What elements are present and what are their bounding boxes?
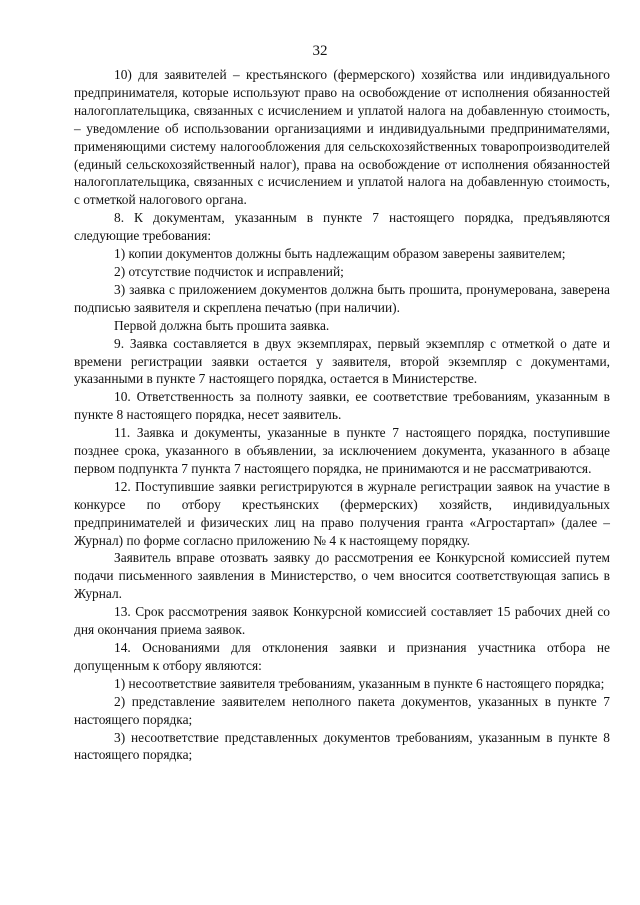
paragraph: 13. Срок рассмотрения заявок Конкурсной комиссией составляет 15 рабочих дней со дня окончания приема заявок. [74, 604, 610, 638]
paragraph: 10. Ответственность за полноту заявки, ее соответствие требованиям, указанным в пункте 8 настоящего порядка, несет заявитель. [74, 389, 610, 423]
paragraph: 3) несоответствие представленных документов требованиям, указанным в пункте 8 настоящего порядка; [74, 729, 610, 763]
paragraph: 11. Заявка и документы, указанные в пункте 7 настоящего порядка, поступившие позднее срока, указанного в объявлении, за исключением документа, указанного в абзаце первом подпункта 7 пункта 7 настоящего порядка, не принимаются и не рассматриваются. [74, 425, 610, 476]
paragraph: 12. Поступившие заявки регистрируются в журнале регистрации заявок на участие в конкурсе по отбору крестьянских (фермерских) хозяйств, индивидуальных предпринимателей и физических лиц на право получения гранта «Агростартап» (далее – Журнал) по форме согласно приложению № 4 к настоящему порядку. [74, 478, 610, 548]
paragraph: 14. Основаниями для отклонения заявки и признания участника отбора не допущенным к отбору являются: [74, 640, 610, 673]
paragraph: 2) представление заявителем неполного пакета документов, указанных в пункте 7 настоящего порядка; [74, 693, 610, 727]
paragraph: 10) для заявителей – крестьянского (фермерского) хозяйства или индивидуального предпринимателя, которые используют право на освобождение от исполнения обязанностей налогоплательщика, связанных с исчислением и уплатой налога на добавленную стоимость, – уведомление об использовании организациями и индивидуальными предпринимателями, применяющими систему налогообложения для сельскохозяйственных товаропроизводителей (единый сельскохозяйственный налог), права на освобождение от исполнения обязанностей налогоплательщика, связанных с исчислением и уплатой налога на добавленную стоимость, с отметкой налогового органа. [74, 67, 610, 208]
paragraph: 2) отсутствие подчисток и исправлений; [114, 263, 344, 279]
paragraph: 9. Заявка составляется в двух экземплярах, первый экземпляр с отметкой о дате и времени регистрации заявки остается у заявителя, второй экземпляр с документами, указанными в пункте 7 настоящего порядка, остается в Министерстве. [74, 335, 610, 387]
page-number: 32 [312, 43, 328, 59]
paragraph: Первой должна быть прошита заявка. [114, 317, 330, 333]
paragraph: Заявитель вправе отозвать заявку до рассмотрения ее Конкурсной комиссией путем подачи письменного заявления в Министерство, о чем вносится соответствующая запись в Журнал. [74, 550, 610, 602]
paragraph: 8. К документам, указанным в пункте 7 настоящего порядка, предъявляются следующие требования: [74, 210, 610, 244]
document-body [74, 66, 610, 764]
paragraph: 1) несоответствие заявителя требованиям, указанным в пункте 6 настоящего порядка; [114, 675, 605, 691]
paragraph: 3) заявка с приложением документов должна быть прошита, пронумерована, заверена подписью заявителя и скреплена печатью (при наличии). [74, 281, 610, 315]
paragraph: 1) копии документов должны быть надлежащим образом заверены заявителем; [114, 246, 566, 262]
